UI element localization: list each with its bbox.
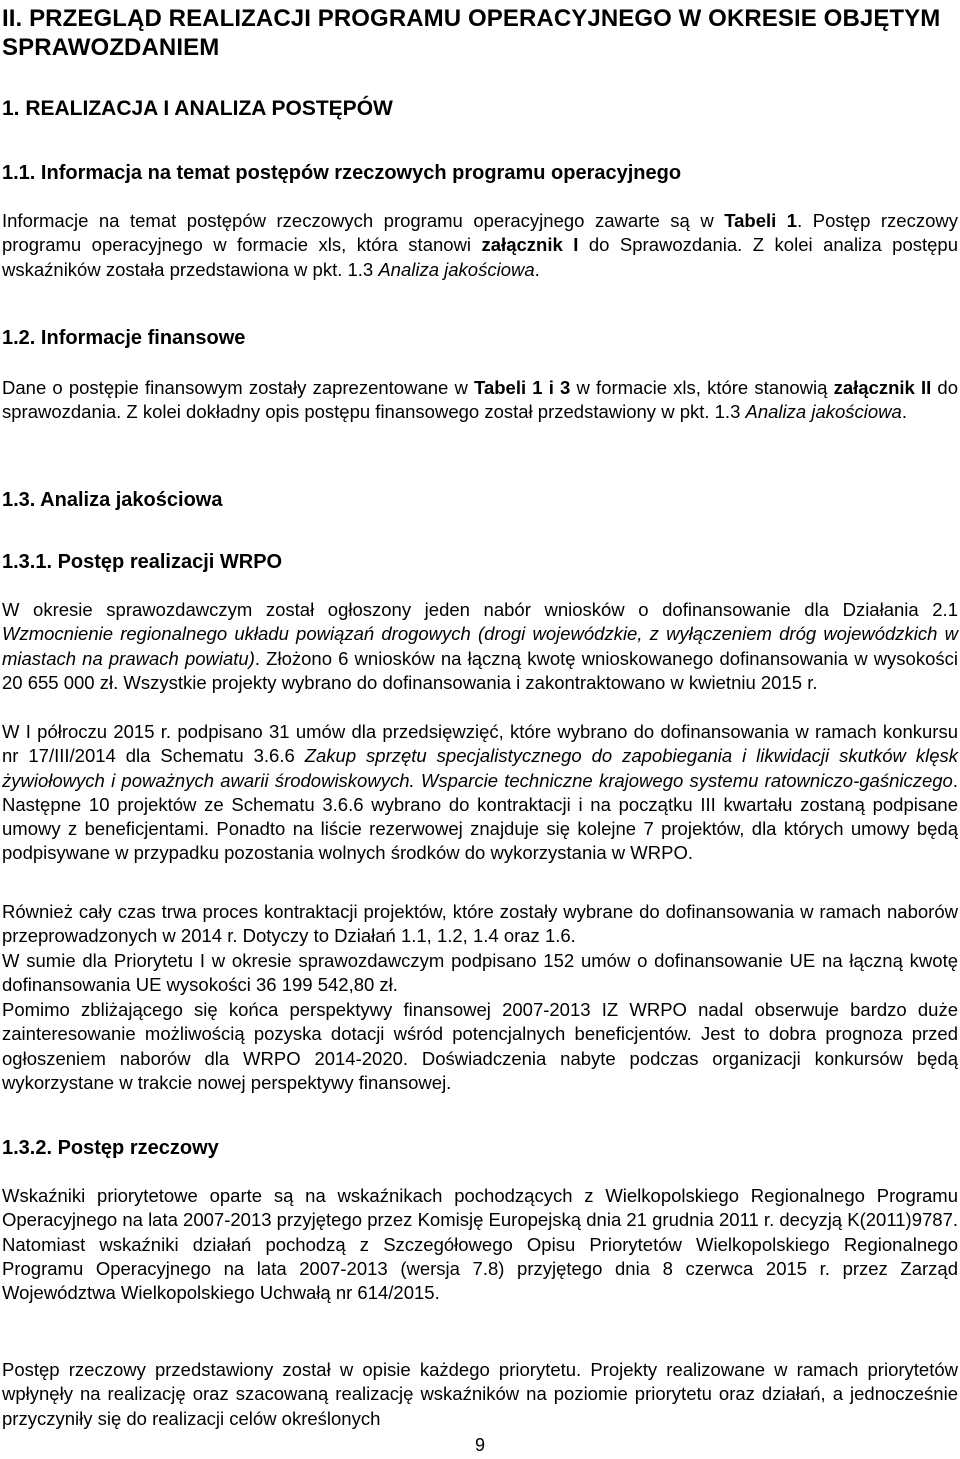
page-number: 9 xyxy=(474,1435,485,1455)
italic-ref: Analiza jakościowa xyxy=(745,401,902,423)
paragraph-priorytet-i: W sumie dla Priorytetu I w okresie sprawozdawczym podpisano 152 umów o dofinansowanie UE na łączną kwotę dofinansowania UE wysokości 36 199 542,80 zł. xyxy=(2,950,958,996)
bold-ref: załącznik II xyxy=(833,377,932,398)
paragraph-postepy-rzeczowe xyxy=(2,209,958,282)
heading-postep-rzeczowy: 1.3.2. Postęp rzeczowy xyxy=(2,1137,219,1159)
heading-postepy-rzeczowe: 1.1. Informacja na temat postępów rzeczowych programu operacyjnego xyxy=(2,162,682,184)
text-span: . Postęp rzeczowy programu operacyjnego w formacie xls, która stanowi xyxy=(2,210,958,256)
text-span: Informacje na temat postępów rzeczowych programu operacyjnego zawarte są w xyxy=(2,210,725,231)
heading-realizacja: 1. REALIZACJA I ANALIZA POSTĘPÓW xyxy=(2,97,393,120)
paragraph-umowy-schemat xyxy=(2,720,958,866)
text-span: . Następne 10 projektów ze Schematu 3.6.6 wybrano do kontraktacji i na początku III kwartału zostaną podpisane umowy z beneficjentami. Ponadto na liście rezerwowej znajduje się kolejne 7 projektów, dla których umowy będą podpisywane w przypadku pozostania wolnych środków do wykorzystania w WRPO. xyxy=(2,769,958,864)
heading-postep-realizacji: 1.3.1. Postęp realizacji WRPO xyxy=(2,551,283,573)
text-span: w formacie xls, które stanowią xyxy=(570,377,834,398)
heading-analiza-jakosciowa: 1.3. Analiza jakościowa xyxy=(2,489,223,511)
text-span: . xyxy=(534,258,540,280)
bold-ref: Tabeli 1 xyxy=(724,210,798,231)
italic-ref: Zakup sprzętu specjalistycznego do zapobiegania i likwidacji skutków klęsk żywiołowych i poważnych awarii środowiskowych. Wsparcie techniczne krajowego systemu ratowniczo-gaśniczego xyxy=(2,745,958,791)
text-span: . Złożono 6 wniosków na łączną kwotę wnioskowanego dofinansowania w wysokości 20 655 000 zł. Wszystkie projekty wybrano do dofinansowania i zakontraktowano w kwietniu 2015 r. xyxy=(2,647,958,693)
text-span: . xyxy=(901,401,907,423)
paragraph-kontraktacja: Również cały czas trwa proces kontraktacji projektów, które zostały wybrane do dofinansowania w ramach naborów przeprowadzonych w 2014 r. Dotyczy to Działań 1.1, 1.2, 1.4 oraz 1.6. xyxy=(2,901,958,947)
bold-ref: załącznik I xyxy=(481,234,579,256)
text-span: Dane o postępie finansowym zostały zaprezentowane w xyxy=(2,377,475,398)
paragraph-zainteresowanie: Pomimo zbliżającego się końca perspektywy finansowej 2007-2013 IZ WRPO nadal obserwuje bardzo duże zainteresowanie możliwością pozyska dotacji wśród potencjalnych beneficjentów. Jest to dobra prognoza przed ogłoszeniem naborów dla WRPO 2014-2020. Doświadczenia nabyte podczas organizacji konkursów będą wykorzystane w trakcie nowej perspektywy finansowej. xyxy=(2,999,958,1093)
text-span: W okresie sprawozdawczym został ogłoszony jeden nabór wniosków o dofinansowanie dla Działania 2.1 xyxy=(2,599,958,620)
paragraph-postep-rzeczowy-opis: Postęp rzeczowy przedstawiony został w opisie każdego priorytetu. Projekty realizowane w ramach priorytetów wpłynęły na realizację oraz szacowaną realizację wskaźników na poziomie priorytetu oraz działań, a jednocześnie przyczyniły się do realizacji celów określonych xyxy=(2,1359,958,1429)
section-title: II. PRZEGLĄD REALIZACJI PROGRAMU OPERACYJNEGO W OKRESIE OBJĘTYM SPRAWOZDANIEM xyxy=(2,5,941,61)
italic-ref: Analiza jakościowa xyxy=(378,258,535,280)
heading-informacje-finansowe: 1.2. Informacje finansowe xyxy=(2,327,246,349)
italic-ref: Wzmocnienie regionalnego układu powiązań drogowych (drogi wojewódzkie, z wyłączeniem dróg wojewódzkich w miastach na prawach powiatu) xyxy=(2,623,958,669)
text-span: W I półroczu 2015 r. podpisano 31 umów dla przedsięwzięć, które wybrano do dofinansowania w ramach konkursu nr 17/III/2014 dla Schematu 3.6.6 xyxy=(2,721,958,767)
paragraph-nabor-wnioskow xyxy=(2,598,958,695)
bold-ref: Tabeli 1 i 3 xyxy=(474,377,571,398)
text-span: do Sprawozdania. Z kolei analiza postępu wskaźników została przedstawiona w pkt. 1.3 xyxy=(2,234,959,280)
text-span: do sprawozdania. Z kolei dokładny opis postępu finansowego został przedstawiony w pkt. 1.3 xyxy=(2,377,959,423)
paragraph-informacje-finansowe xyxy=(2,376,958,425)
paragraph-wskazniki: Wskaźniki priorytetowe oparte są na wskaźnikach pochodzących z Wielkopolskiego Regionalnego Programu Operacyjnego na lata 2007-2013 przyjętego przez Komisję Europejską dnia 21 grudnia 2011 r. decyzją K(2011)9787. Natomiast wskaźniki działań pochodzą z Szczegółowego Opisu Priorytetów Wielkopolskiego Regionalnego Programu Operacyjnego na lata 2007-2013 (wersja 7.8) przyjętego dnia 8 czerwca 2015 r. przez Zarząd Województwa Wielkopolskiego Uchwałą nr 614/2015. xyxy=(2,1185,958,1304)
